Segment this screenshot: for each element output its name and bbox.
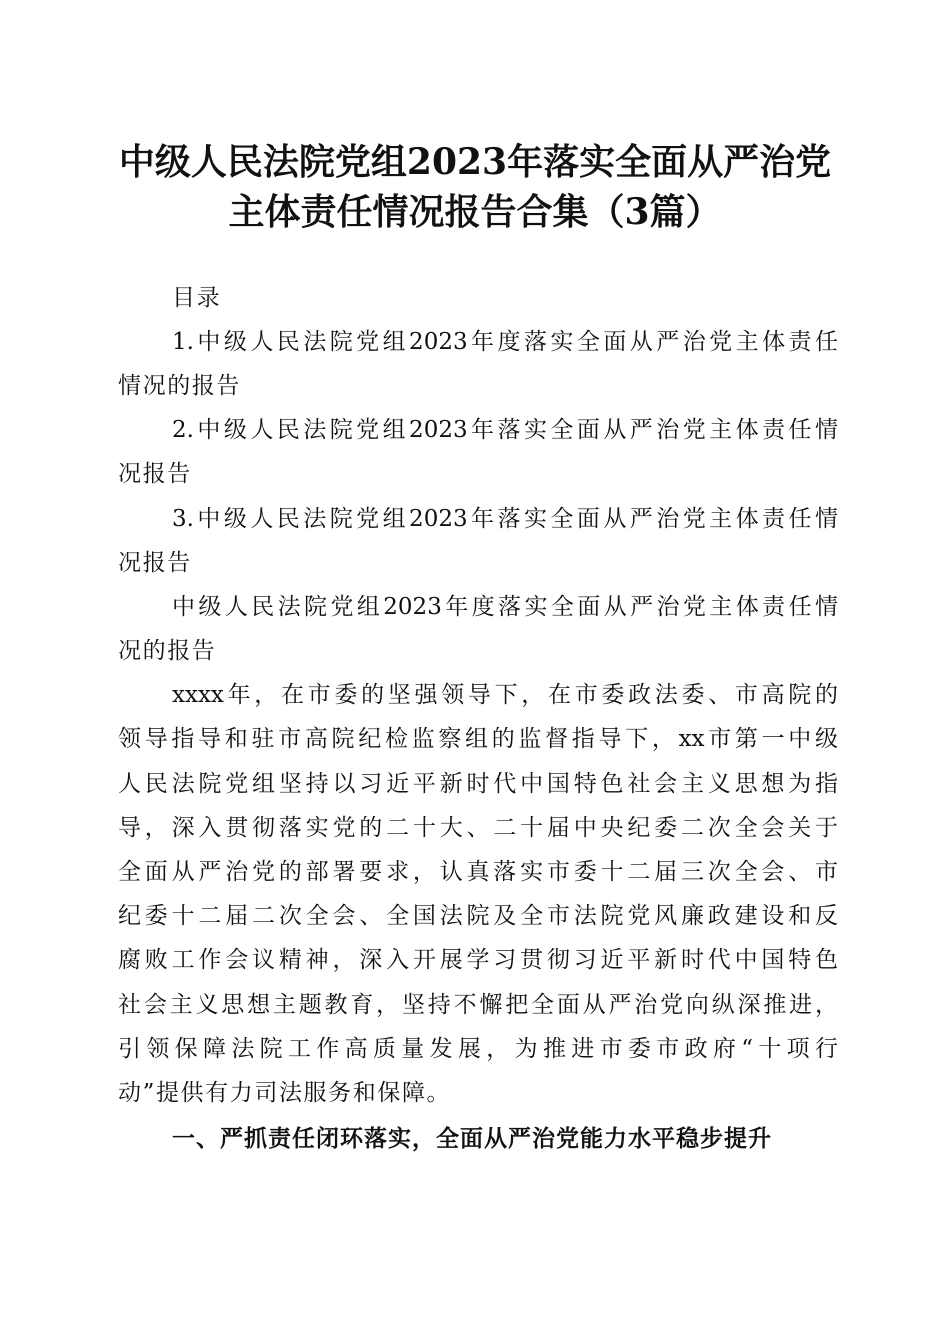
paragraph-line-1: xxxx年，在市委的坚强领导下，在市委政法委、市高院的 bbox=[172, 682, 838, 708]
subtitle-line-1: 中级人民法院党组2023年度落实全面从严治党主体责任情 bbox=[172, 594, 838, 620]
toc-item-1-line-2: 情况的报告 bbox=[118, 373, 241, 399]
toc-item-3-line-2: 况报告 bbox=[118, 550, 192, 576]
toc-item-2-line-2: 况报告 bbox=[118, 461, 192, 487]
paragraph-line-6: 纪委十二届二次全会、全国法院及全市法院党风廉政建设和反 bbox=[118, 903, 838, 929]
paragraph-line-4: 导，深入贯彻落实党的二十大、二十届中央纪委二次全会关于 bbox=[118, 815, 838, 841]
paragraph-line-5: 全面从严治党的部署要求，认真落实市委十二届三次全会、市 bbox=[118, 859, 838, 885]
paragraph-line-8: 社会主义思想主题教育，坚持不懈把全面从严治党向纵深推进， bbox=[118, 992, 838, 1018]
paragraph-line-7: 腐败工作会议精神，深入开展学习贯彻习近平新时代中国特色 bbox=[118, 947, 838, 973]
toc-label: 目录 bbox=[172, 285, 222, 311]
toc-item-2-line-1: 2.中级人民法院党组2023年落实全面从严治党主体责任情 bbox=[172, 417, 838, 443]
toc-item-1-line-1: 1.中级人民法院党组2023年度落实全面从严治党主体责任 bbox=[172, 329, 838, 355]
document-title-line-2: 主体责任情况报告合集（3篇） bbox=[228, 191, 722, 233]
document-title-line-1: 中级人民法院党组2023年落实全面从严治党 bbox=[118, 141, 832, 183]
subtitle-line-2: 况的报告 bbox=[118, 638, 217, 664]
toc-item-3-line-1: 3.中级人民法院党组2023年落实全面从严治党主体责任情 bbox=[172, 506, 838, 532]
paragraph-line-3: 人民法院党组坚持以习近平新时代中国特色社会主义思想为指 bbox=[118, 771, 838, 797]
paragraph-line-9: 引领保障法院工作高质量发展，为推进市委市政府“十项行 bbox=[118, 1036, 838, 1062]
section-heading: 一、严抓责任闭环落实，全面从严治党能力水平稳步提升 bbox=[172, 1126, 772, 1152]
paragraph-line-2: 领导指导和驻市高院纪检监察组的监督指导下，xx市第一中级 bbox=[118, 726, 838, 752]
paragraph-line-10: 动”提供有力司法服务和保障。 bbox=[118, 1080, 452, 1106]
